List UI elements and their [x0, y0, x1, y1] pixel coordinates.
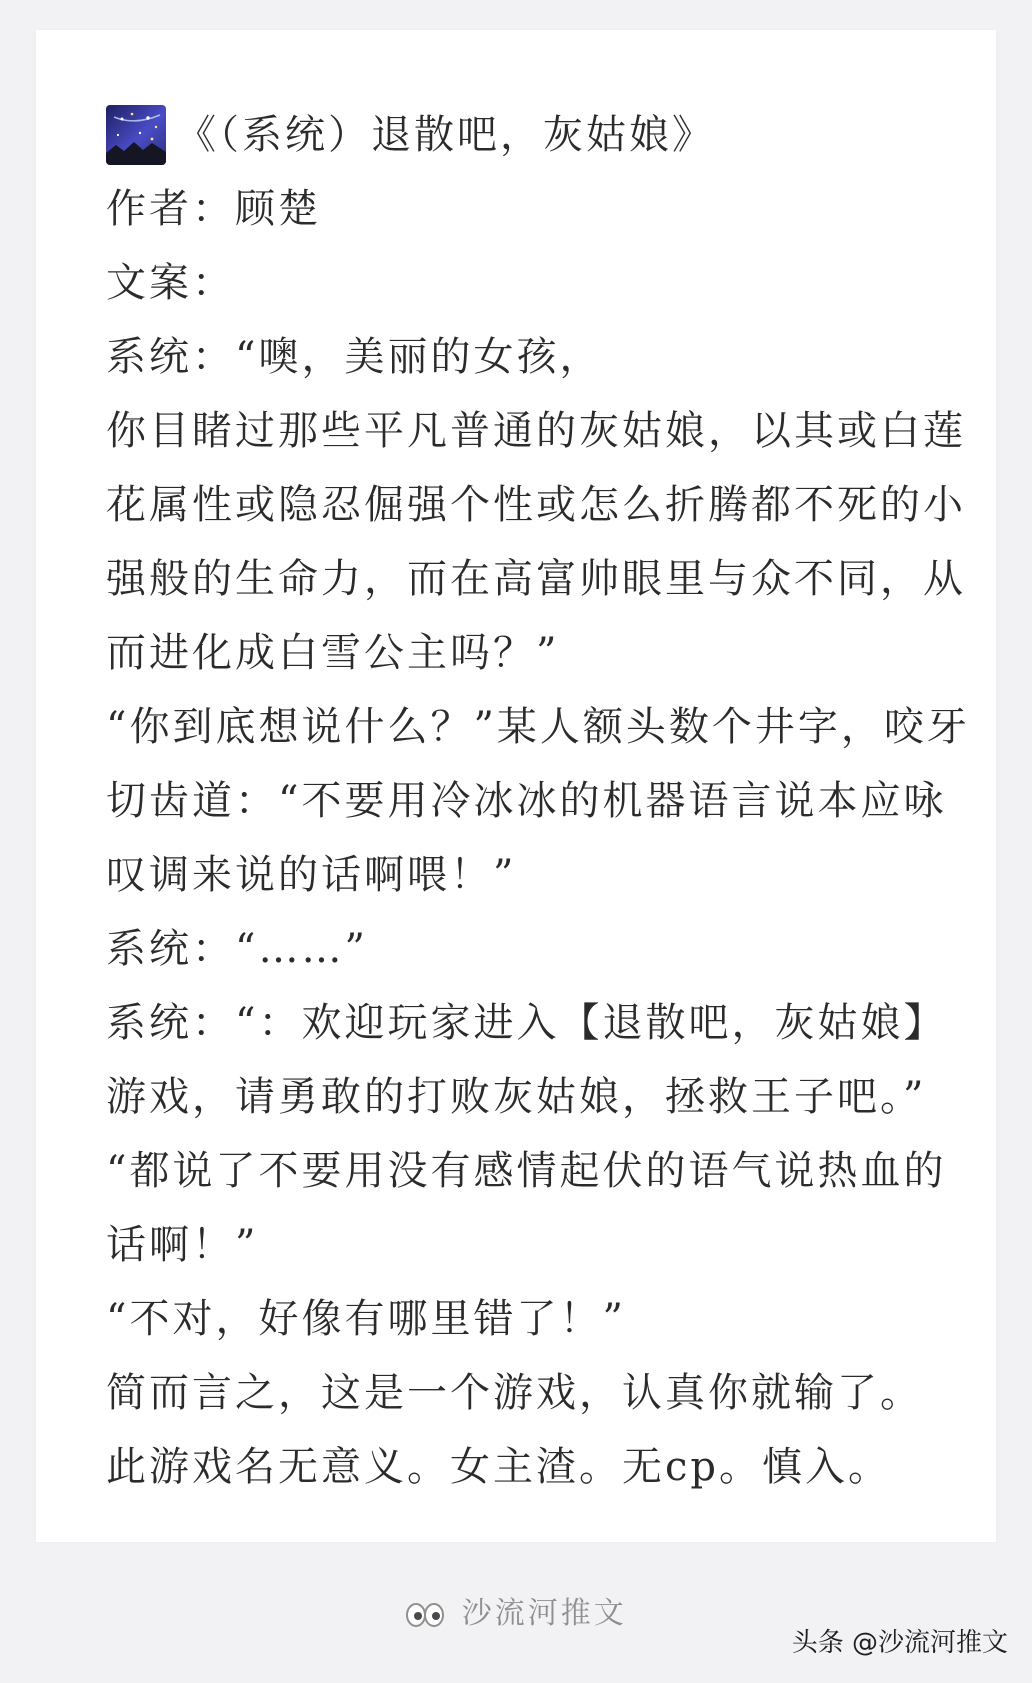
paragraph-2: 你目睹过那些平凡普通的灰姑娘，以其或白莲花属性或隐忍倔强个性或怎么折腾都不死的小强般的生命力，而在高富帅眼里与众不同，从而进化成白雪公主吗？” — [106, 408, 966, 676]
paragraph-3: “你到底想说什么？”某人额头数个井字，咬牙切齿道：“不要用冷冰冰的机器语言说本应咏叹调来说的话啊喂！” — [106, 704, 970, 898]
paragraph-4: 系统：“……” — [106, 926, 368, 972]
starry-night-icon — [106, 105, 166, 165]
document-content — [106, 98, 986, 1504]
title-row — [106, 98, 986, 172]
summary-label: 文案： — [106, 260, 235, 306]
paragraph-7: “不对，好像有哪里错了！” — [106, 1296, 626, 1342]
paragraph-6: “都说了不要用没有感情起伏的语气说热血的话啊！” — [106, 1148, 947, 1268]
author-line: 作者：顾楚 — [106, 186, 321, 232]
footer-brand-text: 沙流河推文 — [461, 1596, 627, 1631]
source-watermark: 头条 @沙流河推文 — [791, 1628, 1008, 1658]
eyes-icon — [405, 1601, 445, 1636]
paragraph-8: 简而言之，这是一个游戏，认真你就输了。 — [106, 1370, 923, 1416]
paragraph-1: 系统：“噢，美丽的女孩， — [106, 334, 603, 380]
document-card — [36, 30, 996, 1542]
document-title: 《（系统）退散吧，灰姑娘》 — [176, 112, 715, 158]
paragraph-9: 此游戏名无意义。女主渣。无cp。慎入。 — [106, 1444, 892, 1490]
paragraph-5: 系统：“：欢迎玩家进入【退散吧，灰姑娘】游戏，请勇敢的打败灰姑娘，拯救王子吧。” — [106, 1000, 947, 1120]
